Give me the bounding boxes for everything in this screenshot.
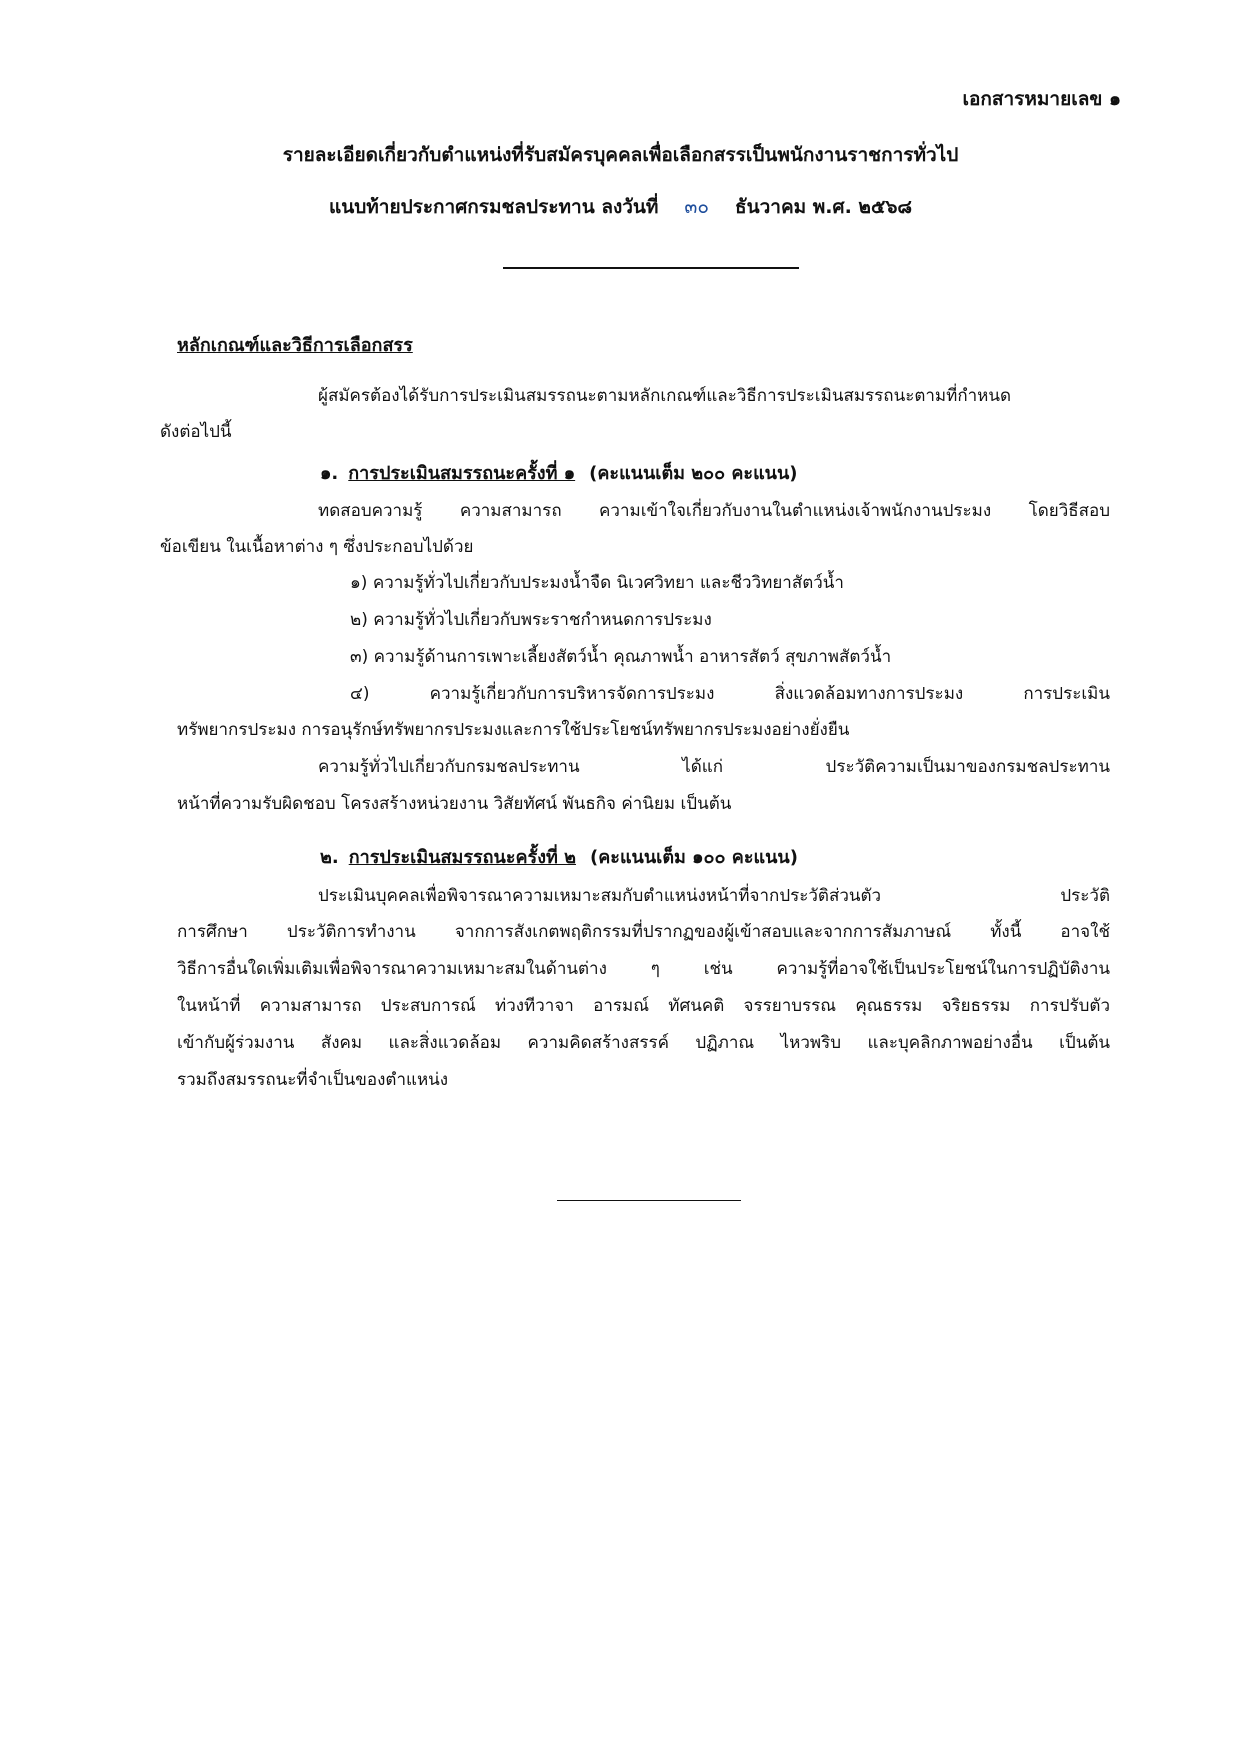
- announcement-month-year: ธันวาคม พ.ศ. ๒๕๖๘: [735, 196, 913, 218]
- section-1-description: ทดสอบความรู้ ความสามารถ ความเข้าใจเกี่ยวกับงานในตำแหน่งเจ้าพนักงานประมง โดยวิธีสอบ: [318, 501, 1110, 521]
- section-2-paragraph-line: ประเมินบุคคลเพื่อพิจารณาความเหมาะสมกับตำแหน่งหน้าที่จากประวัติส่วนตัว ประวัติ: [318, 886, 1110, 906]
- general-knowledge-text: ความรู้ทั่วไปเกี่ยวกับกรมชลประทาน ได้แก่ ประวัติความเป็นมาของกรมชลประทาน: [318, 757, 1110, 777]
- announcement-prefix: แนบท้ายประกาศกรมชลประทาน ลงวันที่: [328, 196, 659, 218]
- section-heading: หลักเกณฑ์และวิธีการเลือกสรร: [177, 335, 413, 356]
- section-2-paragraph-line: วิธีการอื่นใดเพิ่มเติมเพื่อพิจารณาความเหมาะสมในด้านต่าง ๆ เช่น ความรู้ที่อาจใช้เป็นประโยชน์ในการปฏิบัติงาน: [177, 959, 1110, 979]
- list-item: ๒) ความรู้ทั่วไปเกี่ยวกับพระราชกำหนดการประมง: [350, 610, 712, 630]
- announcement-day: ๓๐: [684, 196, 710, 218]
- document-number: เอกสารหมายเลข ๑: [962, 88, 1121, 110]
- section-1-heading: ๑. การประเมินสมรรถนะครั้งที่ ๑ (คะแนนเต็ม ๒๐๐ คะแนน): [320, 463, 798, 484]
- section-2-paragraph-line: รวมถึงสมรรถนะที่จำเป็นของตำแหน่ง: [177, 1070, 449, 1090]
- section-2-score: (คะแนนเต็ม ๑๐๐ คะแนน): [590, 847, 798, 868]
- intro-text-cont: ดังต่อไปนี้: [160, 422, 232, 442]
- list-item-cont: ทรัพยากรประมง การอนุรักษ์ทรัพยากรประมงและการใช้ประโยชน์ทรัพยากรประมงอย่างยั่งยืน: [177, 720, 850, 740]
- section-2-paragraph-line: เข้ากับผู้ร่วมงาน สังคม และสิ่งแวดล้อม ความคิดสร้างสรรค์ ปฏิภาณ ไหวพริบ และบุคลิกภาพอย่างอื่น เป็นต้น: [177, 1033, 1110, 1053]
- list-item: ๓) ความรู้ด้านการเพาะเลี้ยงสัตว์น้ำ คุณภาพน้ำ อาหารสัตว์ สุขภาพสัตว์น้ำ: [350, 647, 892, 667]
- general-knowledge-text-cont: หน้าที่ความรับผิดชอบ โครงสร้างหน่วยงาน วิสัยทัศน์ พันธกิจ ค่านิยม เป็นต้น: [177, 794, 732, 814]
- intro-text: ผู้สมัครต้องได้รับการประเมินสมรรถนะตามหลักเกณฑ์และวิธีการประเมินสมรรถนะตามที่กำหนด: [318, 386, 1012, 406]
- title-divider: [503, 267, 799, 269]
- section-2-heading: ๒. การประเมินสมรรถนะครั้งที่ ๒ (คะแนนเต็ม ๑๐๐ คะแนน): [320, 847, 798, 868]
- list-item: ๔) ความรู้เกี่ยวกับการบริหารจัดการประมง สิ่งแวดล้อมทางการประมง การประเมิน: [350, 684, 1110, 704]
- section-1-title: การประเมินสมรรถนะครั้งที่ ๑: [348, 463, 576, 484]
- section-1-score: (คะแนนเต็ม ๒๐๐ คะแนน): [589, 463, 798, 484]
- section-1-description-cont: ข้อเขียน ในเนื้อหาต่าง ๆ ซึ่งประกอบไปด้วย: [160, 537, 474, 557]
- list-item: ๑) ความรู้ทั่วไปเกี่ยวกับประมงน้ำจืด นิเวศวิทยา และชีววิทยาสัตว์น้ำ: [350, 573, 844, 593]
- section-2-paragraph-line: ในหน้าที่ ความสามารถ ประสบการณ์ ท่วงทีวาจา อารมณ์ ทัศนคติ จรรยาบรรณ คุณธรรม จริยธรรม การปรับตัว: [177, 996, 1110, 1016]
- document-title: รายละเอียดเกี่ยวกับตำแหน่งที่รับสมัครบุคคลเพื่อเลือกสรรเป็นพนักงานราชการทั่วไป: [282, 144, 959, 166]
- section-2-title: การประเมินสมรรถนะครั้งที่ ๒: [348, 847, 577, 868]
- section-2-paragraph-line: การศึกษา ประวัติการทำงาน จากการสังเกตพฤติกรรมที่ปรากฏของผู้เข้าสอบและจากการสัมภาษณ์ ทั้งนี้ อาจใช้: [177, 922, 1110, 942]
- end-divider: [557, 1200, 741, 1201]
- announcement-date-line: [0, 192, 1241, 222]
